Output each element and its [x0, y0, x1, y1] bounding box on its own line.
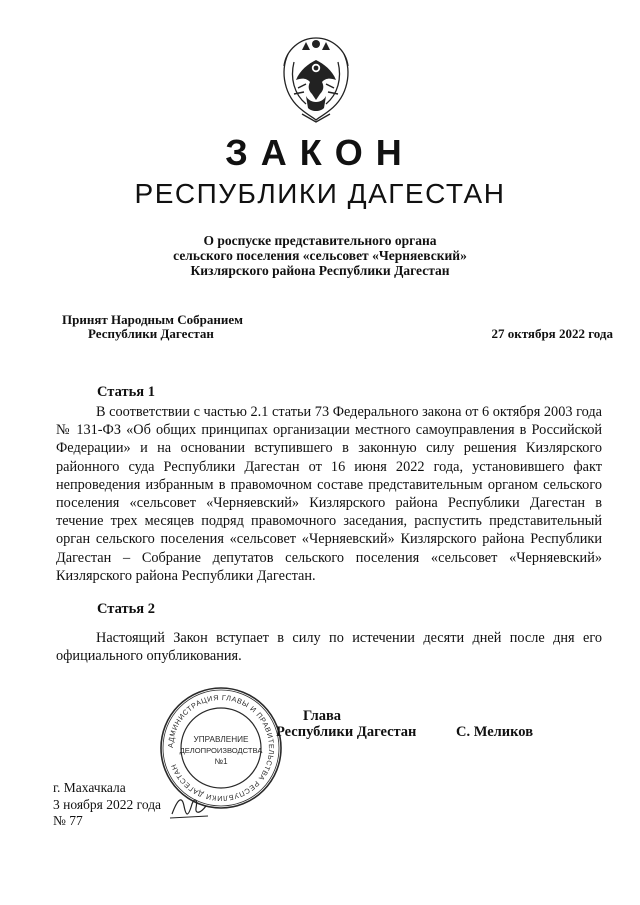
signing-date: 3 ноября 2022 года	[53, 797, 162, 812]
law-number: № 77	[53, 813, 83, 828]
law-subject-line: сельского поселения «сельсовет «Черняевский»	[173, 248, 467, 263]
stamp-ring-text: АДМИНИСТРАЦИЯ ГЛАВЫ И ПРАВИТЕЛЬСТВА РЕСПУБЛИКИ ДАГЕСТАН	[165, 692, 277, 804]
stamp-line: УПРАВЛЕНИЕ	[193, 735, 249, 744]
coat-of-arms-icon	[272, 34, 360, 126]
handwritten-signature	[168, 792, 210, 822]
article-1-heading: Статья 1	[97, 384, 155, 400]
document-subtitle: РЕСПУБЛИКИ ДАГЕСТАН	[134, 178, 506, 209]
signing-place: г. Махачкала	[53, 780, 126, 795]
law-subject-line: О роспуске представительного органа	[203, 233, 437, 248]
stamp-line: №1	[214, 757, 228, 766]
document-title: ЗАКОН	[225, 132, 415, 173]
adopted-by-line: Принят Народным Собранием	[62, 312, 244, 327]
article-1-text: В соответствии с частью 2.1 статьи 73 Федерального закона от 6 октября 2003 года № 131-ФЗ «Об общих принципах организации местного самоуправления в Российской Федерации» и на основании вступившего в законную силу решения Кизлярского районного суда Республики Дагестан от 16 июня 2022 года, установившего факт непроведения избранным в правомочном составе представительным органом сельского поселения «сельсовет «Черняевский» Кизлярского района Республики Дагестан в течение трех месяцев подряд правомочного заседания, распустить представительный орган сельского поселения «сельсовет «Черняевский» Кизлярского района Республики Дагестан – Собрание депутатов сельского поселения «сельсовет «Черняевский» Кизлярского района Республики Дагестан.	[56, 404, 602, 584]
signatory-title-line: Республики Дагестан	[276, 724, 417, 740]
signatory-name: С. Меликов	[456, 724, 534, 740]
adopted-by-body: Республики Дагестан	[88, 326, 214, 341]
article-2-heading: Статья 2	[97, 601, 155, 617]
article-2-text: Настоящий Закон вступает в силу по истечении десяти дней после дня его официального опубликования.	[56, 630, 602, 665]
signatory-title-line: Глава	[303, 708, 342, 724]
stamp-line: ДЕЛОПРОИЗВОДСТВА	[179, 746, 263, 755]
adoption-date: 27 октября 2022 года	[491, 326, 613, 341]
law-subject-line: Кизлярского района Республики Дагестан	[190, 263, 450, 278]
law-subject	[80, 233, 560, 278]
